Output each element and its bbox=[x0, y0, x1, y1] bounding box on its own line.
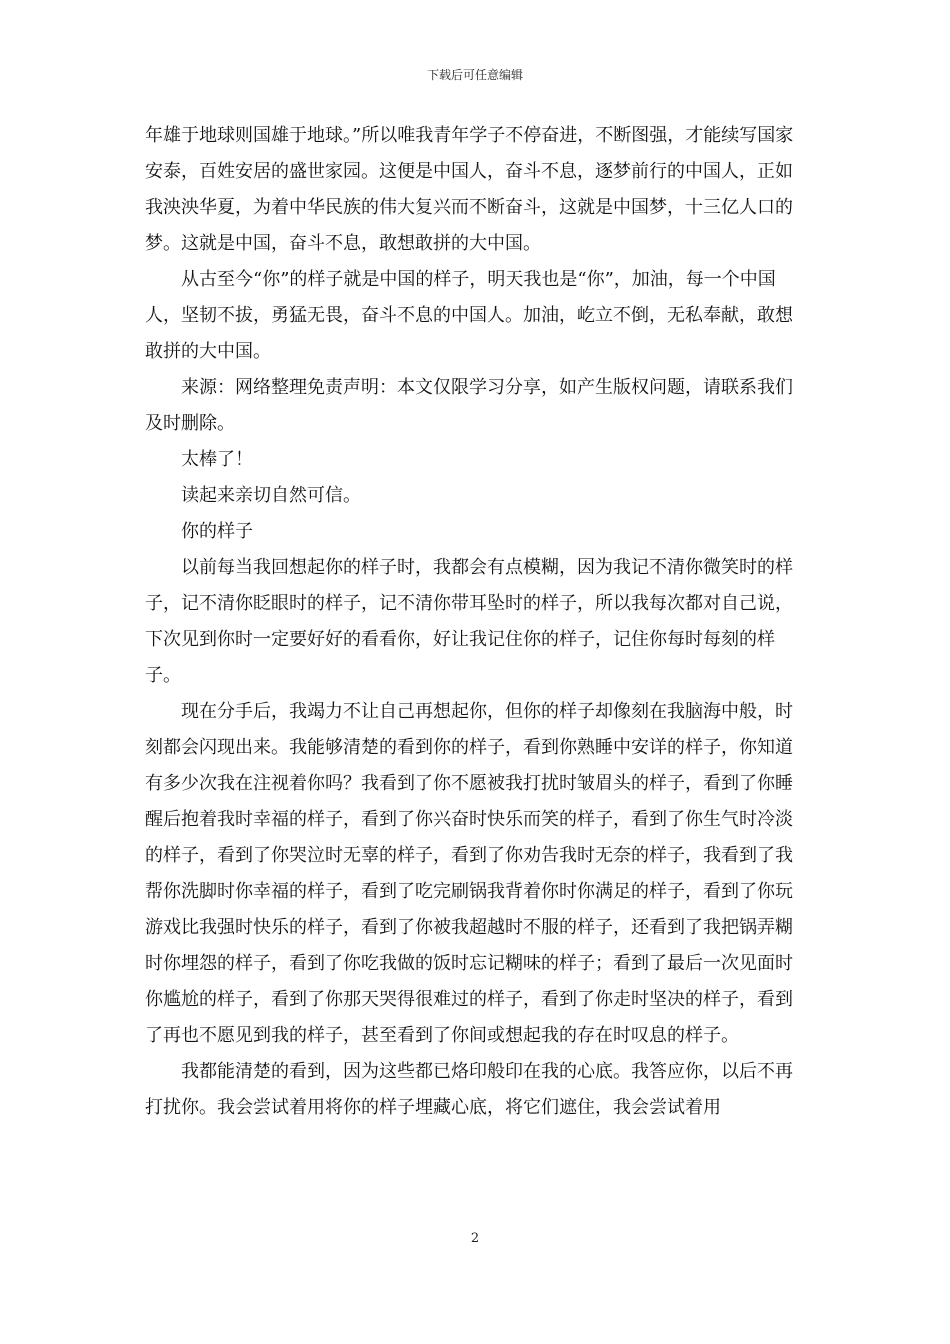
paragraph-8: 现在分手后，我竭力不让自己再想起你，但你的样子却像刻在我脑海中般，时刻都会闪现出来。我能够清楚的看到你的样子，看到你熟睡中安详的样子，你知道有多少次我在注视着你吗？我看到了你不愿被我打扰时皱眉头的样子，看到了你睡醒后抱着我时幸福的样子，看到了你兴奋时快乐而笑的样子，看到了你生气时冷淡的样子，看到了你哭泣时无辜的样子，看到了你劝告我时无奈的样子，我看到了我帮你洗脚时你幸福的样子，看到了吃完刷锅我背着你时你满足的样子，看到了你玩游戏比我强时快乐的样子，看到了你被我超越时不服的样子，还看到了我把锅弄糊时你埋怨的样子，看到了你吃我做的饭时忘记糊味的样子；看到了最后一次见面时你尴尬的样子，看到了你那天哭得很难过的样子，看到了你走时坚决的样子，看到了再也不愿见到我的样子，甚至看到了你间或想起我的存在时叹息的样子。 bbox=[145, 701, 793, 1046]
section-title: 你的样子 bbox=[181, 521, 253, 542]
paragraph-5: 读起来亲切自然可信。 bbox=[181, 485, 361, 506]
paragraph-4: 太棒了！ bbox=[181, 449, 253, 470]
paragraph-3: 来源：网络整理免责声明：本文仅限学习分享，如产生版权问题，请联系我们及时删除。 bbox=[145, 377, 793, 434]
page-header: 下载后可任意编辑 bbox=[426, 68, 523, 82]
paragraph-1: 年雄于地球则国雄于地球。”所以唯我青年学子不停奋进，不断图强，才能续写国家安泰，百姓安居的盛世家园。这便是中国人，奋斗不息，逐梦前行的中国人，正如我泱泱华夏，为着中华民族的伟大复兴而不断奋斗，这就是中国梦，十三亿人口的梦。这就是中国，奋斗不息，敢想敢拼的大中国。 bbox=[145, 125, 794, 254]
paragraph-9: 我都能清楚的看到，因为这些都已烙印般印在我的心底。我答应你，以后不再打扰你。我会尝试着用将你的样子埋藏心底，将它们遮住，我会尝试着用 bbox=[145, 1061, 793, 1118]
paragraph-7: 以前每当我回想起你的样子时，我都会有点模糊，因为我记不清你微笑时的样子，记不清你眨眼时的样子，记不清你带耳坠时的样子，所以我每次都对自己说，下次见到你时一定要好好的看看你，好让我记住你的样子，记住你每时每刻的样子。 bbox=[145, 557, 793, 686]
document-body bbox=[145, 118, 807, 1126]
paragraph-2: 从古至今“你”的样子就是中国的样子，明天我也是“你”，加油，每一个中国人，坚韧不拔，勇猛无畏，奋斗不息的中国人。加油，屹立不倒，无私奉献，敢想敢拼的大中国。 bbox=[145, 269, 793, 362]
page-number: 2 bbox=[470, 1231, 480, 1246]
